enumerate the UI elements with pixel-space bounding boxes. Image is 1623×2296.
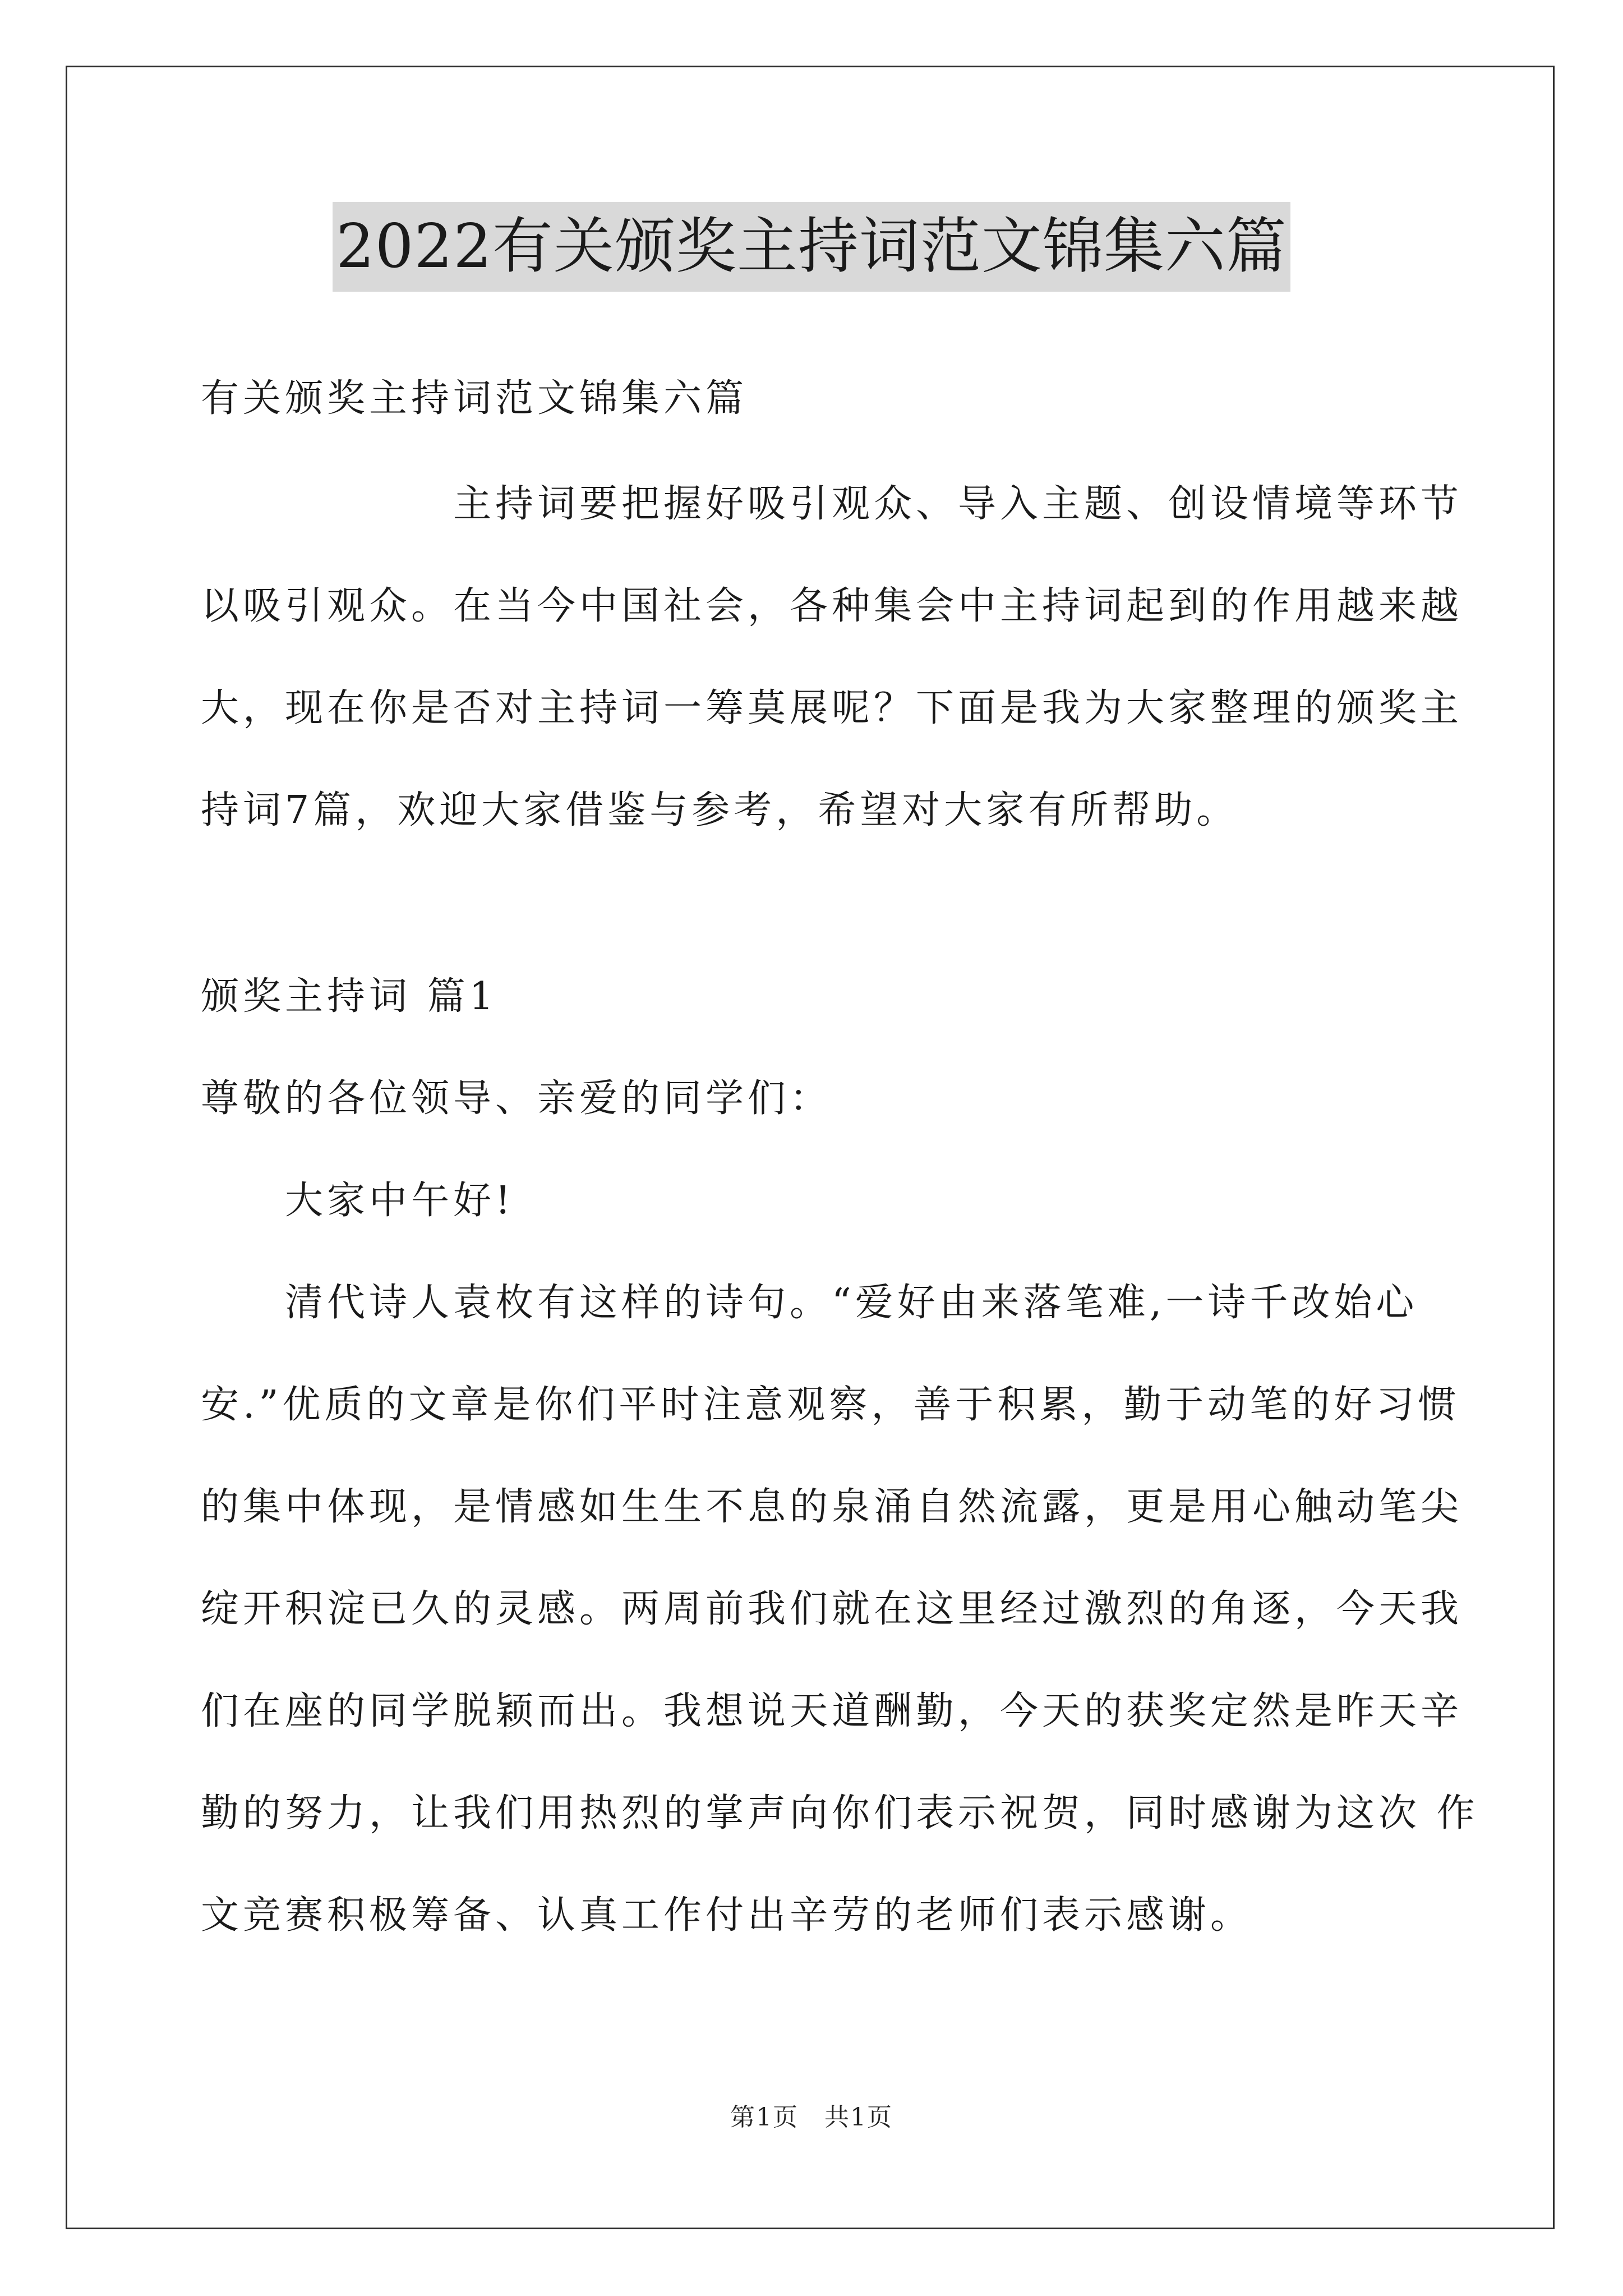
body-line: 清代诗人袁枚有这样的诗句。“爱好由来落笔难,一诗千改始心 — [201, 1281, 1418, 1325]
body-line: 文竞赛积极筹备、认真工作付出辛劳的老师们表示感谢。 — [201, 1893, 1253, 1938]
intro-line: 大，现在你是否对主持词一筹莫展呢？下面是我为大家整理的颁奖主 — [201, 686, 1463, 730]
document-title: 2022有关颁奖主持词范文锦集六篇 — [333, 202, 1290, 292]
body-line: 勤的努力，让我们用热烈的掌声向你们表示祝贺，同时感谢为这次 作 — [201, 1791, 1479, 1835]
intro-line: 以吸引观众。在当今中国社会，各种集会中主持词起到的作用越来越 — [201, 584, 1463, 628]
document-body — [201, 348, 1479, 1967]
page-footer: 第1页 共1页 — [730, 2103, 893, 2132]
body-line: 的集中体现，是情感如生生不息的泉涌自然流露，更是用心触动笔尖 — [201, 1485, 1463, 1529]
body-paragraph — [201, 1252, 1479, 1967]
intro-line: 主持词要把握好吸引观众、导入主题、创设情境等环节 — [201, 482, 1463, 526]
salutation: 尊敬的各位领导、亲爱的同学们： — [201, 1076, 832, 1121]
intro-paragraph — [201, 453, 1463, 862]
section-heading: 颁奖主持词 篇1 — [201, 974, 497, 1019]
document-subtitle: 有关颁奖主持词范文锦集六篇 — [201, 376, 748, 421]
greeting: 大家中午好! — [201, 1179, 515, 1223]
body-line: 绽开积淀已久的灵感。两周前我们就在这里经过激烈的角逐，今天我 — [201, 1587, 1463, 1631]
intro-line: 持词7篇，欢迎大家借鉴与参考，希望对大家有所帮助。 — [201, 788, 1239, 832]
body-line: 们在座的同学脱颖而出。我想说天道酬勤，今天的获奖定然是昨天辛 — [201, 1689, 1463, 1733]
body-line: 安.”优质的文章是你们平时注意观察，善于积累，勤于动笔的好习惯 — [201, 1383, 1460, 1427]
